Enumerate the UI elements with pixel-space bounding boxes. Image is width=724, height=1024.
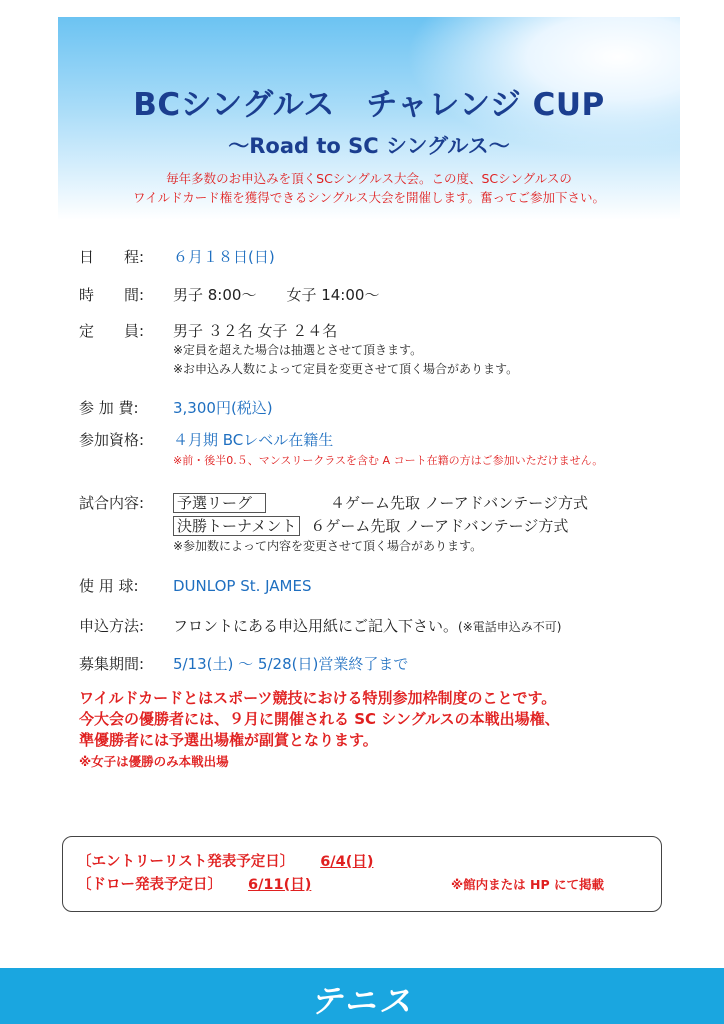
publication-note: ※館内または HP にて掲載 [451, 877, 604, 892]
ball-label: 使 用 球: [79, 577, 139, 595]
tennis-logo: テニス [310, 982, 414, 1020]
wildcard-line-3: 準優勝者には予選出場権が副賞となります。 [79, 731, 378, 749]
apply-label: 申込方法: [79, 617, 145, 635]
footer-bar [0, 968, 724, 1024]
intro-line-1: 毎年多数のお申込みを頂くSCシングルス大会。この度、SCシングルスの [166, 171, 572, 186]
prelim-rule: ４ゲーム先取 ノーアドバンテージ方式 [330, 494, 588, 512]
period-value: 5/13(土) ～ 5/28(日)営業終了まで [173, 655, 409, 673]
intro-line-2: ワイルドカード権を獲得できるシングルス大会を開催します。奮ってご参加下さい。 [133, 190, 605, 205]
period-label: 募集期間: [79, 655, 145, 673]
eligibility-label: 参加資格: [79, 431, 145, 449]
header-banner [58, 17, 680, 220]
format-row-final [173, 516, 568, 536]
time-row [79, 285, 379, 305]
schedule-box [62, 836, 662, 912]
format-row-prelim [79, 493, 588, 513]
eligibility-note: ※前・後半0.５、マンスリークラスを含む A コート在籍の方はご参加いただけません。 [173, 454, 604, 467]
date-row [79, 247, 275, 267]
wildcard-note: ※女子は優勝のみ本戦出場 [79, 754, 229, 769]
fee-value: 3,300円(税込) [173, 399, 273, 417]
capacity-note-1: ※定員を超えた場合は抽選とさせて頂きます。 [173, 343, 423, 357]
draw-label: 〔ドロー発表予定日〕 [77, 877, 222, 893]
period-row [79, 654, 408, 674]
capacity-value: 男子 ３２名 女子 ２４名 [173, 322, 338, 340]
ball-row [79, 576, 312, 596]
fee-label: 参 加 費: [79, 399, 139, 417]
eligibility-value: ４月期 BCレベル在籍生 [173, 431, 334, 449]
capacity-note-2: ※お申込み人数によって定員を変更させて頂く場合があります。 [173, 362, 519, 376]
date-value: ６月１８日(日) [173, 248, 275, 266]
entry-list-line [77, 850, 373, 871]
final-rule: ６ゲーム先取 ノーアドバンテージ方式 [310, 517, 569, 535]
final-tournament-box: 決勝トーナメント [173, 516, 300, 536]
date-label: 日 程: [79, 248, 145, 266]
format-label: 試合内容: [79, 494, 145, 512]
time-value: 男子 8:00～ 女子 14:00～ [173, 286, 380, 304]
apply-row [79, 616, 561, 637]
capacity-label: 定 員: [79, 322, 145, 340]
entry-list-label: 〔エントリーリスト発表予定日〕 [77, 854, 295, 870]
apply-note: (※電話申込み不可) [458, 620, 562, 634]
time-label: 時 間: [79, 286, 145, 304]
wildcard-explanation [79, 688, 560, 772]
apply-value: フロントにある申込用紙にご記入下さい。 [173, 617, 459, 635]
ball-value: DUNLOP St. JAMES [173, 577, 312, 595]
entry-list-date: 6/4(日) [320, 854, 374, 870]
event-subtitle: ～Road to SC シングルス～ [228, 134, 510, 158]
draw-line [77, 873, 311, 894]
fee-row [79, 398, 273, 418]
eligibility-row [79, 430, 333, 450]
prelim-league-box: 予選リーグ [173, 493, 266, 513]
format-note: ※参加数によって内容を変更させて頂く場合があります。 [173, 539, 483, 553]
capacity-row [79, 321, 337, 341]
wildcard-line-2: 今大会の優勝者には、９月に開催される SC シングルスの本戦出場権、 [79, 710, 560, 728]
event-title: BCシングルス チャレンジ CUP [133, 87, 605, 123]
draw-date: 6/11(日) [248, 877, 312, 893]
wildcard-line-1: ワイルドカードとはスポーツ競技における特別参加枠制度のことです。 [79, 689, 557, 707]
intro-text [58, 169, 680, 207]
